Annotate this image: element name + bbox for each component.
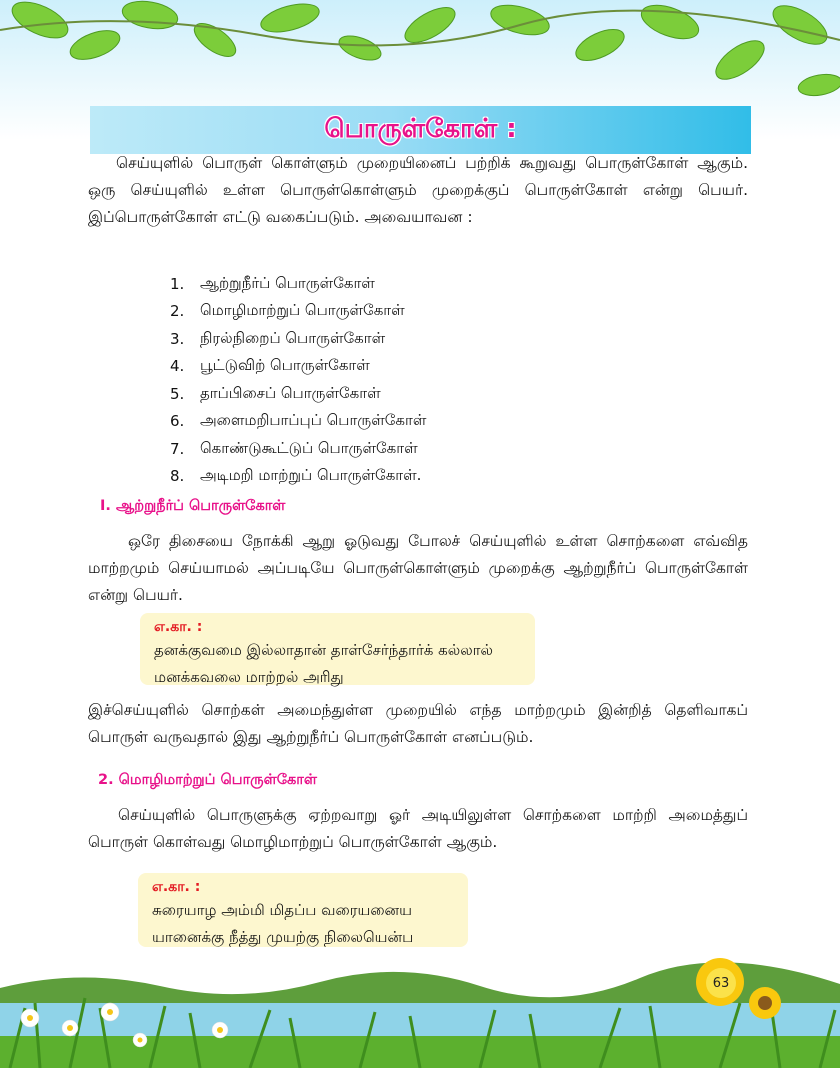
example-label: எ.கா. : [152,879,201,895]
example-line: மனக்கவலை மாற்றல் அரிது [154,668,344,686]
section-2-paragraph: செய்யுளில் பொருளுக்கு ஏற்றவாறு ஓர் அடியிலுள்ள சொற்களை மாற்றி அமைத்துப் பொருள் கொள்வது மொழிமாற்றுப் பொருள்கோள் ஆகும். [88,806,748,851]
list-item: 1. ஆற்றுநீர்ப் பொருள்கோள் [170,273,375,293]
list-item: 8. அடிமறி மாற்றுப் பொருள்கோள். [170,466,422,486]
list-item: 5. தாப்பிசைப் பொருள்கோள் [170,383,381,403]
example-box-2 [138,873,468,947]
example-line: யானைக்கு நீத்து முயற்கு நிலையென்ப [152,928,414,946]
page-number: 63 [706,968,736,998]
title-banner [90,106,751,154]
example-line: சுரையாழ அம்மி மிதப்ப வரையனைய [152,901,412,919]
example-line: தனக்குவமை இல்லாதான் தாள்சேர்ந்தார்க் கல்லால் [154,641,493,659]
section-1-heading: I. ஆற்றுநீர்ப் பொருள்கோள் [100,498,286,514]
types-list [170,270,426,490]
list-item: 2. மொழிமாற்றுப் பொருள்கோள் [170,301,405,321]
list-item: 4. பூட்டுவிற் பொருள்கோள் [170,356,370,376]
intro-paragraph: செய்யுளில் பொருள் கொள்ளும் முறையினைப் பற்றிக் கூறுவது பொருள்கோள் ஆகும். ஒரு செய்யுளில் உள்ள பொருள்கொள்ளும் முறைக்குப் பொருள்கோள் என்று பெயர். இப்பொருள்கோள் எட்டு வகைப்படும். அவையாவன : [88,154,748,226]
example-label: எ.கா. : [154,619,203,635]
section-2-heading: 2. மொழிமாற்றுப் பொருள்கோள் [98,772,317,788]
leaf-decoration [0,0,840,120]
page-title: பொருள்கோள் : [324,113,517,144]
list-item: 6. அளைமறிபாப்புப் பொருள்கோள் [170,411,427,431]
grass-lake-decoration [0,948,840,1068]
section-1-paragraph: ஒரே திசையை நோக்கி ஆறு ஓடுவது போலச் செய்யுளில் உள்ள சொற்களை எவ்வித மாற்றமும் செய்யாமல் அப்படியே பொருள்கொள்ளும் முறைக்கு ஆற்றுநீர்ப் பொருள்கோள் என்று பெயர். [88,532,748,604]
example-box-1 [140,613,535,685]
list-item: 3. நிரல்நிறைப் பொருள்கோள் [170,328,386,348]
section-1-explanation: இச்செய்யுளில் சொற்கள் அமைந்துள்ள முறையில் எந்த மாற்றமும் இன்றித் தெளிவாகப் பொருள் வருவதால் இது ஆற்றுநீர்ப் பொருள்கோள் எனப்படும். [88,701,748,746]
list-item: 7. கொண்டுகூட்டுப் பொருள்கோள் [170,438,418,458]
